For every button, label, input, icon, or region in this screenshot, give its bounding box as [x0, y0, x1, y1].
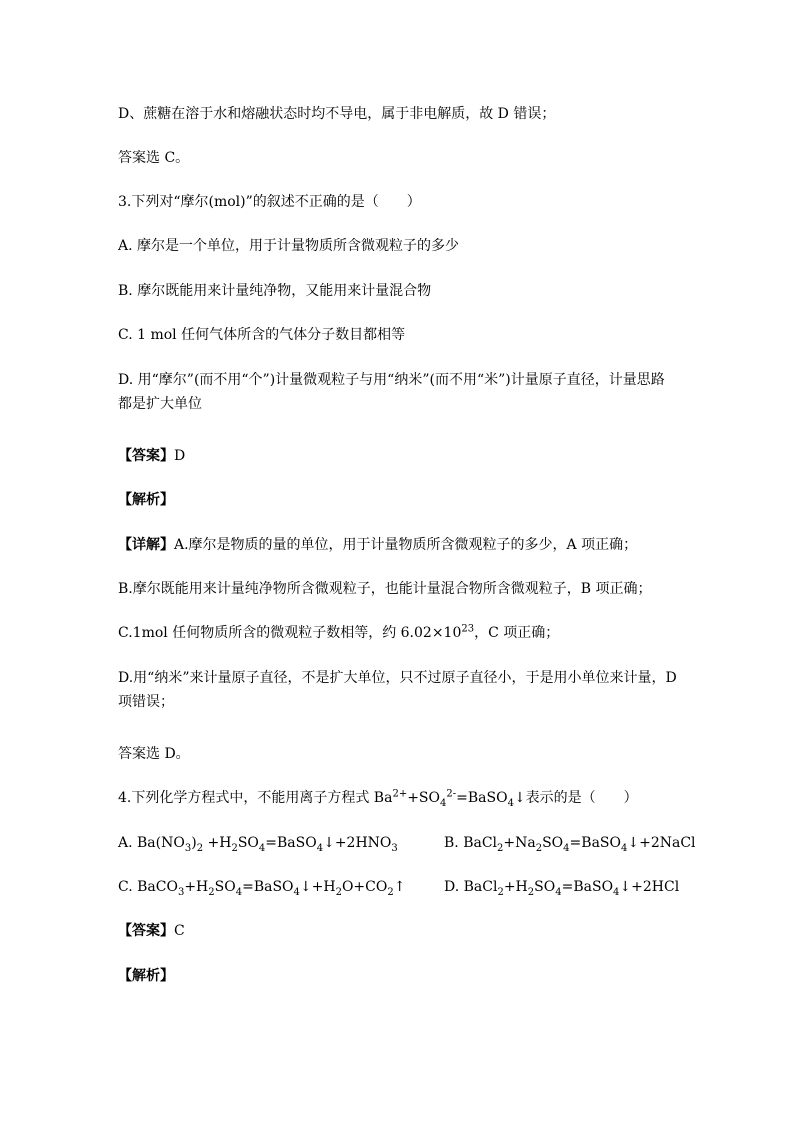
q3-analysis-label: 【解析】	[118, 492, 174, 508]
eq-sub: 4	[258, 842, 266, 854]
answer-value: C	[174, 923, 185, 939]
eq-part: +H	[184, 879, 209, 895]
q3-detail-d: D.用“纳米”来计量原子直径，不是扩大单位，只不过原子直径小，于是用小单位来计量，D 项错误；	[118, 670, 677, 710]
eq-part: +H	[503, 879, 528, 895]
eq-part: ↓+2NaCl	[627, 835, 696, 851]
eq-sub: 4	[563, 842, 570, 854]
eq-sub: 2	[335, 886, 342, 898]
answer-label: 【答案】	[118, 923, 174, 939]
q3-option-a: A. 摩尔是一个单位，用于计量物质所含微观粒子的多少	[118, 238, 460, 254]
q4-answer	[118, 921, 185, 941]
detail-label: 【详解】	[118, 537, 174, 553]
detail-c-pre: C.1mol 任何物质所含的微观粒子数相等，约 6.02×10	[118, 625, 462, 641]
eq-part: +Na	[503, 835, 536, 851]
eq-part: C. BaCO	[118, 879, 178, 895]
eq-sub: 2	[231, 842, 238, 854]
eq-part: ↓+2HNO	[323, 835, 392, 851]
q3-detail-a	[118, 535, 637, 555]
q3-option-c: C. 1 mol 任何气体所含的气体分子数目都相等	[118, 327, 406, 343]
eq-part: =BaSO	[242, 879, 294, 895]
eq-sub: 4	[620, 842, 628, 854]
eq-sub: 3	[177, 886, 185, 898]
q4-option-d	[444, 877, 679, 897]
q4-stem-sup1: 2+	[392, 788, 408, 800]
eq-part: SO	[237, 835, 259, 851]
q4-option-c	[118, 877, 405, 897]
q4-stem-pre: 4.下列化学方程式中，不能用离子方程式 Ba	[118, 790, 393, 806]
q3-detail-b: B.摩尔既能用来计量纯净物所含微观粒子，也能计量混合物所含微观粒子，B 项正确；	[118, 581, 652, 597]
q4-stem-mid1: +SO	[407, 790, 441, 806]
eq-part: SO	[214, 879, 236, 895]
q4-option-a	[118, 833, 398, 853]
answer-label: 【答案】	[118, 448, 174, 464]
eq-sub: 2	[208, 886, 215, 898]
detail-a-text: A.摩尔是物质的量的单位，用于计量物质所含微观粒子的多少，A 项正确；	[174, 537, 638, 553]
q3-answer	[118, 446, 185, 466]
eq-part: =BaSO	[561, 879, 614, 895]
q4-stem-sup2: 2-	[446, 788, 457, 800]
eq-sub: 4	[316, 842, 324, 854]
q2-answer-choice: 答案选 C。	[118, 150, 190, 166]
q3-stem: 3.下列对“摩尔(mol)”的叙述不正确的是（ ）	[118, 194, 421, 210]
eq-part: B. BaCl	[444, 835, 498, 851]
eq-sub: 4	[235, 886, 243, 898]
q4-stem	[118, 788, 638, 808]
q4-stem-sub2: 4	[507, 797, 514, 809]
eq-part: D. BaCl	[444, 879, 498, 895]
eq-sub: 2	[196, 842, 204, 854]
eq-part: SO	[534, 879, 556, 895]
eq-part: =BaSO	[569, 835, 621, 851]
eq-part: ↓+H	[299, 879, 336, 895]
eq-sub: 4	[555, 886, 562, 898]
detail-c-exponent: 23	[461, 623, 475, 635]
eq-part: )	[191, 835, 197, 851]
eq-part: O+CO	[341, 879, 388, 895]
q4-analysis-label: 【解析】	[118, 968, 174, 984]
q3-option-b: B. 摩尔既能用来计量纯净物，又能用来计量混合物	[118, 283, 432, 299]
eq-sub: 2	[535, 842, 543, 854]
q3-answer-choice: 答案选 D。	[118, 746, 190, 762]
eq-sub: 4	[613, 886, 620, 898]
q4-stem-sub1: 4	[440, 797, 447, 809]
q4-option-b	[444, 833, 696, 853]
eq-sub: 2	[387, 886, 394, 898]
q4-stem-post: ↓表示的是（ ）	[513, 790, 638, 806]
eq-sub: 4	[293, 886, 300, 898]
eq-sub: 3	[184, 842, 192, 854]
eq-sub: 2	[527, 886, 535, 898]
eq-part: A. Ba(NO	[118, 835, 185, 851]
eq-sub: 2	[497, 886, 504, 898]
eq-sub: 2	[497, 842, 504, 854]
eq-part: SO	[542, 835, 564, 851]
eq-part: ↑	[393, 879, 406, 895]
detail-c-post: ，C 项正确；	[474, 625, 560, 641]
q3-option-d: D. 用“摩尔”(而不用“个”)计量微观粒子与用“纳米”(而不用“米”)计量原子直径，计量思路都是扩大单位	[118, 372, 665, 412]
q3-detail-c	[118, 623, 559, 643]
q4-stem-mid2: =BaSO	[456, 790, 508, 806]
answer-value: D	[174, 448, 186, 464]
eq-part: =BaSO	[265, 835, 317, 851]
eq-part: ↓+2HCl	[619, 879, 680, 895]
eq-part: +H	[203, 835, 232, 851]
q2-detail-d: D、蔗糖在溶于水和熔融状态时均不导电，属于非电解质，故 D 错误；	[118, 106, 556, 122]
eq-sub: 3	[391, 842, 398, 854]
